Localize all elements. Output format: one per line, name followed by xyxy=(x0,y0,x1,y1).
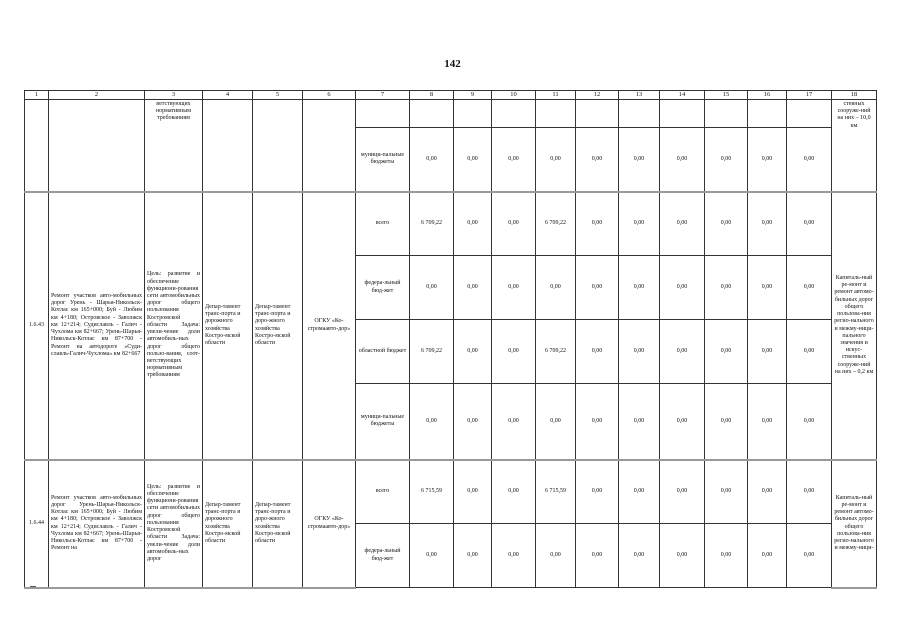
cont-blank-value xyxy=(410,100,454,128)
column-number: 10 xyxy=(492,91,536,100)
value-cell: 0,00 xyxy=(492,256,536,320)
value-cell: 0,00 xyxy=(576,192,619,256)
value-cell: 0,00 xyxy=(492,524,536,588)
column-number: 15 xyxy=(705,91,748,100)
value-cell: 0,00 xyxy=(748,524,787,588)
value-cell: 0,00 xyxy=(705,320,748,384)
value-cell: 0,00 xyxy=(705,128,748,192)
cont-blank-value xyxy=(454,100,492,128)
value-cell: 0,00 xyxy=(787,256,832,320)
value-cell: 6 709,22 xyxy=(410,320,454,384)
source-name: муници-пальные бюджеты xyxy=(356,128,410,192)
value-cell: 0,00 xyxy=(410,128,454,192)
cont-blank-value xyxy=(748,100,787,128)
value-cell: 0,00 xyxy=(454,524,492,588)
value-cell: 0,00 xyxy=(454,460,492,524)
measure-name: Ремонт участков авто-мобильных дорог Урень-Шарья-Никольск-Котлас км 165+000; Буй - Любим км 4+180; Островское - Заволжск км 12+214; Судиславль - Галич - Чухлома км 82+667; Урень-Шарья-Никольск-Котлас км 87+700 - Ремонт на xyxy=(49,460,145,588)
value-cell: 0,00 xyxy=(787,384,832,460)
value-cell: 6 709,22 xyxy=(536,320,576,384)
value-cell: 0,00 xyxy=(410,524,454,588)
value-cell: 0,00 xyxy=(454,320,492,384)
executor-org: ОГКУ «Ко-стромаавто-дор» xyxy=(303,460,356,588)
value-cell: 0,00 xyxy=(748,256,787,320)
cont-blank-value xyxy=(705,100,748,128)
value-cell: 0,00 xyxy=(660,192,705,256)
cont-blank-value xyxy=(660,100,705,128)
column-number: 17 xyxy=(787,91,832,100)
column-number: 1 xyxy=(25,91,49,100)
cont-blank-value xyxy=(787,100,832,128)
value-cell: 0,00 xyxy=(748,384,787,460)
measure-row xyxy=(25,460,877,524)
column-number: 7 xyxy=(356,91,410,100)
measure-goal: Цель: развитие и обеспечение функциони-рования сети автомобильных дорог общего пользования Костромской области Задача: увели-чение доли автомобиль-ных дорог общего пользо-вания, соот-ветствующих нормативным требованиям xyxy=(145,192,203,460)
value-cell: 0,00 xyxy=(660,384,705,460)
cont-participant-cell xyxy=(253,100,303,192)
cont-blank-value xyxy=(576,100,619,128)
value-cell: 0,00 xyxy=(787,320,832,384)
executor-org: ОГКУ «Ко-стромаавто-дор» xyxy=(303,192,356,460)
value-cell: 0,00 xyxy=(660,256,705,320)
cont-blank-value xyxy=(619,100,660,128)
value-cell: 0,00 xyxy=(660,128,705,192)
margin-mark xyxy=(30,586,36,587)
measure-name: Ремонт участков авто-мобильных дорог Урень - Шарья-Никольск-Котлас км 165+000; Буй - Любим км 4+180; Островское - Заволжск км 12+214; Судиславль - Галич - Чухлома км 82+667; Урень-Шарья-Никольск-Котлас км 87+700 - Ремонт на автодороге «Суди-славль-Галич-Чухлома» км 82+667 xyxy=(49,192,145,460)
column-number: 13 xyxy=(619,91,660,100)
cont-blank-value xyxy=(536,100,576,128)
expected-result: Капиталь-ный ре-монт и ремонт автомо-бильных дорог общего пользова-ния регио-нального и межму-ници-пального значения и искус-ственных сооруже-ний на них – 0,2 км xyxy=(832,192,877,460)
value-cell: 0,00 xyxy=(748,460,787,524)
source-name: всего xyxy=(356,192,410,256)
value-cell: 0,00 xyxy=(619,524,660,588)
value-cell: 0,00 xyxy=(454,128,492,192)
value-cell: 6 715,59 xyxy=(536,460,576,524)
responsible-org: Депар-тамент транс-порта и дорожного хозяйства Костро-мской области xyxy=(203,192,253,460)
value-cell: 0,00 xyxy=(619,192,660,256)
value-cell: 0,00 xyxy=(454,192,492,256)
value-cell: 0,00 xyxy=(660,320,705,384)
column-number: 12 xyxy=(576,91,619,100)
measure-goal: Цель: развитие и обеспечение функциони-рования сети автомобильных дорог общего пользования Костромской области Задача: увели-чение доли автомобиль-ных дорог xyxy=(145,460,203,588)
value-cell: 0,00 xyxy=(748,320,787,384)
value-cell: 0,00 xyxy=(705,384,748,460)
value-cell: 0,00 xyxy=(576,128,619,192)
value-cell: 0,00 xyxy=(576,320,619,384)
value-cell: 0,00 xyxy=(787,128,832,192)
source-name: всего xyxy=(356,460,410,524)
column-number: 2 xyxy=(49,91,145,100)
column-number: 14 xyxy=(660,91,705,100)
value-cell: 0,00 xyxy=(536,256,576,320)
column-number: 3 xyxy=(145,91,203,100)
value-cell: 0,00 xyxy=(705,460,748,524)
cont-goal-text: ветствующих нормативным требованиям xyxy=(145,100,203,192)
value-cell: 0,00 xyxy=(748,128,787,192)
value-cell: 0,00 xyxy=(492,192,536,256)
cont-responsible-cell xyxy=(203,100,253,192)
column-number: 8 xyxy=(410,91,454,100)
value-cell: 0,00 xyxy=(410,256,454,320)
source-name: федера-льный бюд-жет xyxy=(356,524,410,588)
value-cell: 0,00 xyxy=(492,384,536,460)
value-cell: 6 715,59 xyxy=(410,460,454,524)
value-cell: 0,00 xyxy=(492,128,536,192)
cont-executor-cell xyxy=(303,100,356,192)
continuation-row xyxy=(25,100,877,128)
value-cell: 6 709,22 xyxy=(410,192,454,256)
column-number: 9 xyxy=(454,91,492,100)
value-cell: 0,00 xyxy=(619,384,660,460)
value-cell: 0,00 xyxy=(492,460,536,524)
expected-result: Капиталь-ный ре-монт и ремонт автомо-бильных дорог общего пользова-ния регио-нального и межму-ници- xyxy=(832,460,877,588)
cont-name-cell xyxy=(49,100,145,192)
cont-id-cell xyxy=(25,100,49,192)
source-name: федера-льный бюд-жет xyxy=(356,256,410,320)
value-cell: 0,00 xyxy=(787,460,832,524)
measure-id: 1.6.44 xyxy=(25,460,49,588)
value-cell: 0,00 xyxy=(536,128,576,192)
column-number: 16 xyxy=(748,91,787,100)
cont-blank-value xyxy=(492,100,536,128)
value-cell: 0,00 xyxy=(576,460,619,524)
value-cell: 0,00 xyxy=(705,192,748,256)
measure-row xyxy=(25,192,877,256)
participant-org: Депар-тамент транс-порта и доро-жного хозяйства Костро-мской области xyxy=(253,460,303,588)
value-cell: 0,00 xyxy=(619,320,660,384)
value-cell: 0,00 xyxy=(576,384,619,460)
column-number: 5 xyxy=(253,91,303,100)
program-table xyxy=(24,90,877,589)
column-number: 18 xyxy=(832,91,877,100)
value-cell: 0,00 xyxy=(454,384,492,460)
source-name: областной бюджет xyxy=(356,320,410,384)
column-number: 4 xyxy=(203,91,253,100)
measure-id: 1.6.43 xyxy=(25,192,49,460)
page-number: 142 xyxy=(444,58,461,70)
column-number: 6 xyxy=(303,91,356,100)
value-cell: 6 709,22 xyxy=(536,192,576,256)
value-cell: 0,00 xyxy=(748,192,787,256)
cont-source-blank xyxy=(356,100,410,128)
column-number-row xyxy=(25,91,877,100)
column-number: 11 xyxy=(536,91,576,100)
value-cell: 0,00 xyxy=(660,460,705,524)
responsible-org: Депар-тамент транс-порта и дорожного хозяйства Костро-мской области xyxy=(203,460,253,588)
value-cell: 0,00 xyxy=(536,384,576,460)
value-cell: 0,00 xyxy=(660,524,705,588)
value-cell: 0,00 xyxy=(576,256,619,320)
value-cell: 0,00 xyxy=(619,460,660,524)
value-cell: 0,00 xyxy=(536,524,576,588)
value-cell: 0,00 xyxy=(787,192,832,256)
value-cell: 0,00 xyxy=(576,524,619,588)
value-cell: 0,00 xyxy=(410,384,454,460)
value-cell: 0,00 xyxy=(619,128,660,192)
cont-result: стевных сооруже-ний на них – 10,0 км xyxy=(832,100,877,192)
value-cell: 0,00 xyxy=(454,256,492,320)
value-cell: 0,00 xyxy=(705,256,748,320)
participant-org: Депар-тамент транс-порта и доро-жного хозяйства Костро-мской области xyxy=(253,192,303,460)
value-cell: 0,00 xyxy=(705,524,748,588)
value-cell: 0,00 xyxy=(619,256,660,320)
value-cell: 0,00 xyxy=(787,524,832,588)
source-name: муници-пальные бюджеты xyxy=(356,384,410,460)
value-cell: 0,00 xyxy=(492,320,536,384)
